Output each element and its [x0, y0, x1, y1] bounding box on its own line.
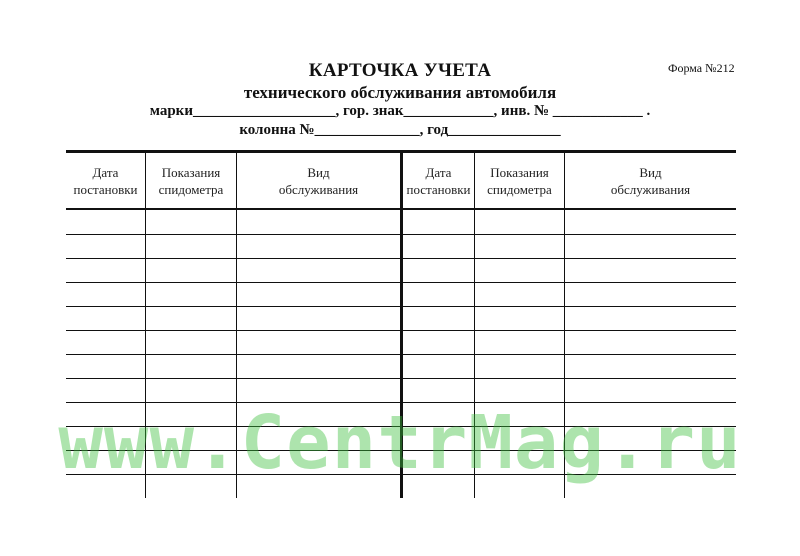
header-date-left: Дата постановки [73, 165, 138, 197]
table-center-divider [400, 150, 403, 498]
table-row-line [66, 234, 736, 235]
table-row-line [66, 282, 736, 283]
column-divider [474, 150, 475, 498]
header-date-right: Дата постановки [406, 165, 471, 197]
table-row-line [66, 258, 736, 259]
table-row-line [66, 402, 736, 403]
fields-line-column-year: колонна №______________, год_______________ [239, 122, 561, 138]
card-subtitle: технического обслуживания автомобиля [243, 83, 557, 102]
form-number: Форма №212 [668, 61, 735, 75]
service-record-table [66, 150, 736, 498]
header-odometer-left: Показания спидометра [158, 165, 224, 197]
header-service-type-left: Вид обслуживания [278, 165, 359, 197]
table-row-line [66, 426, 736, 427]
fields-line-brand-plate-inventory: марки___________________, гор. знак____________, инв. № ____________ . [149, 103, 651, 119]
header-service-type-right: Вид обслуживания [610, 165, 691, 197]
table-row-line [66, 450, 736, 451]
table-row-line [66, 474, 736, 475]
column-divider [145, 150, 146, 498]
table-row-line [66, 330, 736, 331]
column-divider [236, 150, 237, 498]
column-divider [564, 150, 565, 498]
table-row-line [66, 378, 736, 379]
watermark-text: www.CentrMag.ru [58, 400, 742, 486]
header-odometer-right: Показания спидометра [487, 165, 552, 197]
card-title: КАРТОЧКА УЧЕТА [308, 60, 492, 81]
table-row-line [66, 306, 736, 307]
table-row-line [66, 354, 736, 355]
